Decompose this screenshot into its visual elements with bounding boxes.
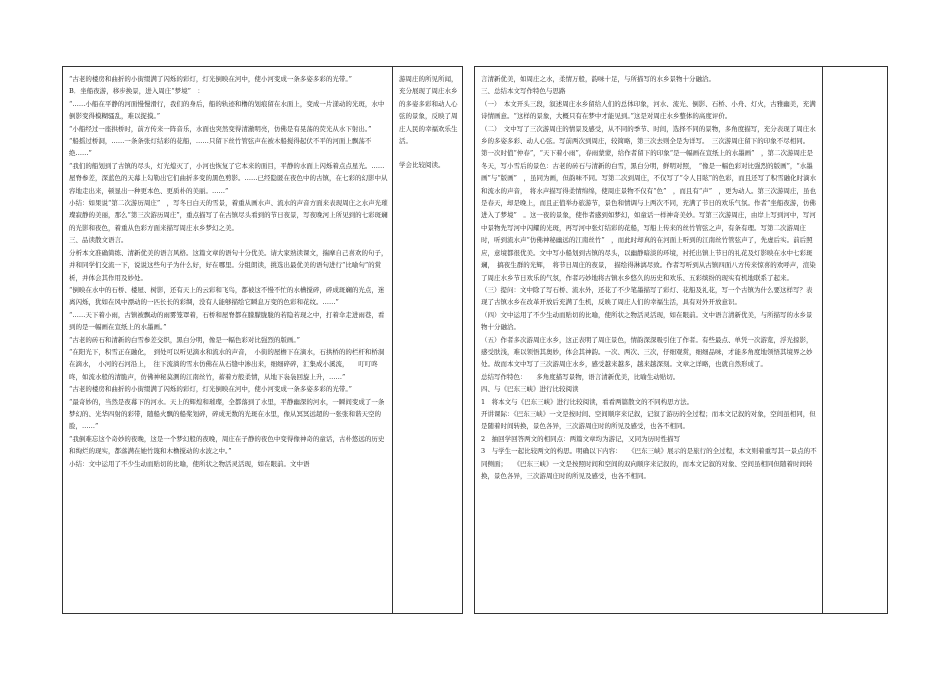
paragraph: 总结写作特色： 多角度描写景物，语言清新优美，比喻生动贴切。 — [481, 372, 680, 381]
paragraph: “我倒难忘这个奇妙的夜晚，这是一个梦幻般的夜晚，周庄在子静的夜色中变得像神奇的童话，古朴悠远的历史和绚烂的现实，都落满在她竹篾和木橹搅动的水波之中。” — [69, 434, 385, 456]
paragraph: 3 与学生一起比较两文的构思。明确以下内容： 《巴东三峡》展示的是旅行的全过程，本文则着重写其一景点的不同侧面； 《巴东三峡》一文是按照时间和空间的双向顺序来记叙的，而本文记叙的对象、空间虽相同但随着时间转换，景色各异，三次游周庄时的所见及感受，也各不相同。 — [481, 447, 817, 480]
paragraph: （二） 文中写了三次游周庄的情景及感受，从不同的季节、时间，选择不同的景物，多角度描写，充分表现了周庄水乡的多姿多彩、动人心弦。写前两次到周庄，较简略，第三次去则全是为详写。 三次游周庄留下的印象不尽相同。 第一次时值“仲春”，“天下着小雨”，春雨蒙蒙，给作者留下的印象“是一幅画在宣纸上的水墨画” ，第二次游周庄是冬天，写小雪后的景色：古老的砖石与清新的白雪，黑白分明，鲜明对照， “像是一幅色彩对比强烈的版画”，“水墨画”与“版画” ，虽同为画，但韵味不同。写第二次到周庄，不仅写了“令人目眩”的色彩，而且还写了积雪融化时滴水和流水的声音， 将水声描写得柔情绵绵，使周庄景物不仅有“色” ，而且有“声” ，更为动人。第三次游周庄，虽也是春天，却是晚上，而且正值举办旅游节，景色和情调与上两次不同，充满了节日的欢乐气氛。作者“坐船夜游，仿佛进入了梦境” 。这一夜的景象，使作者感到如梦幻，如童话一样神奇美妙。写第三次游周庄，由岸上写到河中，写河中景物先写河中闪耀的光斑，再写河中张灯结彩的花船，写船上传来的丝竹管弦之声，有条有理。写第二次游周庄时，听到流水声“仿佛神秘幽远的江南丝竹” ，而此时却真的在河面上听到的江南丝竹管弦声了，先虚后实。前后照应，意境都很优美。文中写小船划到古镇的尽头，以幽静暗淡的环境，衬托出镇上节日的礼花及灯影映在水中七彩斑斓， 搞夜生群的光辉， 将节日周庄的夜景， 描绘得淋漓尽致。作者写听到从古镇四面八方传来惊喜的欢呼声，渲染了周庄水乡节日欢乐的气氛，作者巧妙地将古镇水乡悠久的历史和欢乐、五彩缤纷的现实有机地联系了起来。 — [481, 124, 817, 282]
paragraph: B．坐船夜游，移步换景，进入周庄“梦境” ： — [69, 87, 204, 96]
paragraph: 开讲课际：《巴东三峡》一文是按时间、空间顺序来记叙，记叙了游历的全过程；而本文记叙的对象，空间虽相同，但是随着时间转换，景色各异，三次游周庄时的所见及感受，也各不相同。 — [481, 409, 816, 431]
left-table — [62, 66, 463, 614]
paragraph: 分析本文准确简练、清新优美的语言风格。这篇文章的语句十分优美。请大家熟读课文，揣摩自己喜欢的句子，并和同学们交流一下，说说这些句子为什么好，好在哪里。分组朗读，挑选出最优美的语句进行“比喻句”的赏析，并体会其作用及妙处。 — [69, 248, 388, 282]
paragraph: “小船经过一座拱桥时，前方传来一阵音乐，水面也突然变得清澈明亮，仿佛是有晃荡的荧光从水下射出。” — [69, 124, 372, 133]
paragraph: “……天下着小雨，古镇被飘动的雨雾笼罩着，石桥和屋脊都在朦朦胧胧的若隐若现之中，打着伞走进雨巷，看到的是一幅画在宣纸上的水墨画。” — [69, 310, 385, 332]
paragraph: 2 抽回学回答两文的相同点：两篇文章均为游记，又同为历时性描写 — [481, 434, 681, 443]
right-side-cell — [823, 67, 889, 613]
paragraph: （三）提问：文中除了写石桥、流水外，还花了不少笔墨描写了彩灯、花船及礼花，写一个古镇为什么要这样写？表现了古镇水乡在改革开放后充满了生机，反映了周庄人们的幸福生活，具有对外开放意识。 — [481, 285, 813, 307]
document-sheet — [62, 66, 888, 614]
right-main-cell — [475, 67, 823, 613]
paragraph: “倒映在水中的石桥、楼屋、树影，还有天上的云彩和飞鸟，都被这不慢不忙的水槽搅碎，碎成斑斓的光点，迷离闪烁，犹如在风中漂动的一匹长长的彩绸，没有人能够描绘它瞬息万变的色彩和花纹。……” — [69, 285, 385, 307]
paragraph: “……小船在平静的河面慢慢滑行，我们的身后，船的轨迹和橹的划痕留在水面上，变成一片漾动的光斑，水中倒影变得模糊骚乱，难以捉摸。” — [69, 99, 385, 121]
section-heading: 三、品读散文语言。 — [69, 236, 128, 245]
paragraph: “古老的楼房和曲折的小街缀满了闪烁的彩灯，灯光倒映在河中，使小河变成一条多姿多彩的光带。” — [69, 385, 352, 394]
section-heading: 三、总结本文写作特色与思路 — [481, 87, 566, 96]
paragraph: 小结：如果说“第二次游历周庄” ，写冬日白天的雪景，着重从画水声、流水的声音方面来表现周庄之水声光璀璨寂静的美丽，那么“第三次游历周庄”，重点描写了在古镇尽头看到的节日夜景，写夜晚河上所见到的七彩斑斓的光影和夜色，着重从色彩方面来描写周庄水乡梦幻之美。 — [69, 199, 388, 232]
paragraph: “最奇妙的，当然是夜幕下的河水。天上的辉煌和璀璨，全都落到了水里，平静幽深的河水，一瞬间变成了一条梦幻的、光华四射的彩带，随船火飘的船桨划碎，碎成无数的光斑在水里，像从冥冥远超的一张张和谐天空的脸，……” — [69, 397, 385, 431]
paragraph: （一） 本文开头三段，叙述周庄水乡留给人们的总体印象，河水、流光、倒影、石桥、小舟、灯火，古雅幽美，充满诗情画意。“这样的景象，大概只有在梦中才能见到。”这是对周庄水乡整体的高度评价。 — [481, 99, 816, 121]
side-note: 游周庄的所见所闻，充分展现了周庄水乡的多姿多彩和动人心弦的景象，反映了周庄人民的幸福欢乐生活。 — [399, 75, 458, 146]
paragraph: “古老的楼房和曲折的小街缀满了闪烁的彩灯，灯光倒映在河中，使小河变成一条多姿多彩的光带。” — [69, 75, 352, 83]
paragraph: “古老的砖石和清新的白雪参差交织，黑白分明，像是一幅色彩对比强烈的版画。” — [69, 335, 300, 344]
section-heading: 四、与《巴东三峡》进行比较阅读 — [481, 385, 579, 394]
paragraph: 言清新优美，如周庄之水，柔情万般，韵味十足，与所描写的水乡景物十分融洽。 — [481, 75, 715, 83]
right-table — [474, 66, 888, 614]
paragraph: 1 将本文与《巴东三峡》进行比较阅读，看看两篇散文的不同构思方法。 — [481, 397, 694, 406]
paragraph: “船摇过桥洞，……一条条张灯结彩的花船，……只留下丝竹管弦声在被木船搅得起伏不平的河面上飘荡不绝……” — [69, 137, 372, 158]
side-note: 学会比较阅读。 — [399, 161, 445, 170]
left-main-cell — [63, 67, 393, 613]
paragraph: “我们的船划到了古镇的尽头，灯光熄灭了，小河也恢复了它本来的面目，平静的水面上闪烁着点点星光。……屋脊参差，深蓝色的天幕上勾勒出它们曲折多变的黑色剪影。……已经隐匿在夜色中的古镇，在七彩的幻影中从容地走出来，顿显出一种更本色、更质朴的美丽。……” — [69, 161, 388, 195]
left-side-cell — [393, 67, 464, 613]
paragraph: “在阳光下，积雪正在融化， 到处可以听见滴水和流水的声音， 小街的屋檐下在滴水，石拱桥的的栏杆和桥洞在滴水， 小河的石河沿上， 往下流淌的雪水仿佛在从石缝中渗出来，细细碎碎，汇集成小溪流， 叮叮咚咚，如流水般的清脆声，仿佛神秘莫测的江南丝竹，蓄着方般柔情，从地下袅袅回旋上升，……” — [69, 347, 385, 381]
paragraph: （五）作者多次游周庄水乡，这正表明了周庄景色，情韵深深吸引住了作者。有些最点、单凭一次游览，浮光掠影，感受肤浅，难以领悟其奥妙，体会其神韵。一次、两次、三次，仔细观赏，细细品味，才能多角度地领悟其境界之妙处。故而本文中写了三次游周庄水乡，感受越来越多，越来越深刻。文章之详略，也就自然形成了。 — [481, 335, 813, 369]
paragraph: （四）文中运用了不少生动而贴切的比喻，使所状之物活灵活现，如在眼前。文中语言清新优美，与所描写的水乡景物十分融洽。 — [481, 310, 813, 332]
paragraph: 小结：文中运用了不少生动而贴切的比喻，使所状之物活灵活现，如在眼前。文中语 — [69, 459, 310, 468]
